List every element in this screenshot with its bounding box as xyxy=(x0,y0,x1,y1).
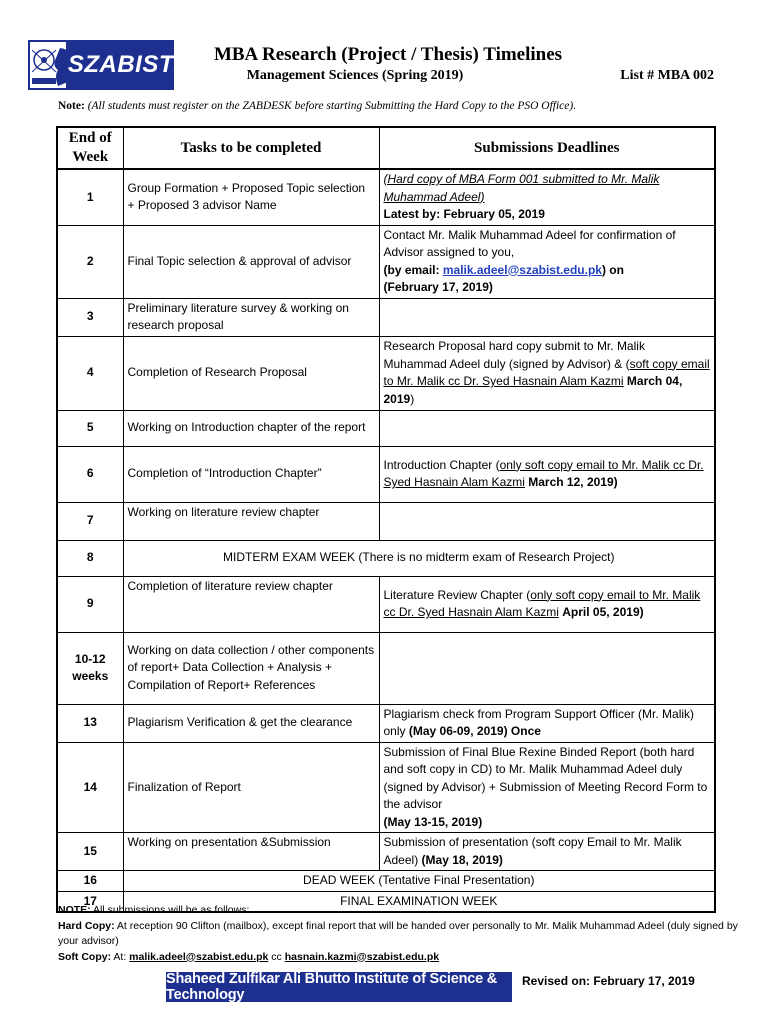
final-exam-cell: FINAL EXAMINATION WEEK xyxy=(123,891,715,912)
deadline-email-suffix: ) on xyxy=(601,262,624,277)
deadline-date: April 05, 2019 xyxy=(562,605,640,619)
deadline-text: Research Proposal hard copy submit to Mr. Malik Muhammad Adeel duly (signed by Advisor) & ( xyxy=(383,339,645,371)
soft-copy-line xyxy=(58,950,738,966)
task-cell: Group Formation + Proposed Topic selection + Proposed 3 advisor Name xyxy=(123,169,379,225)
timeline-table xyxy=(56,126,716,913)
table-row xyxy=(57,446,715,502)
deadline-soft-copy: only soft copy email to Mr. Malik cc Dr. Syed Hasnain Alam Kazmi xyxy=(383,457,704,489)
deadline-text: Plagiarism check from Program Support Officer (Mr. Malik) only xyxy=(383,706,695,738)
table-row xyxy=(57,410,715,446)
week-cell: 6 xyxy=(57,446,123,502)
soft-copy-at: At: xyxy=(111,950,130,963)
task-cell: Working on literature review chapter xyxy=(123,502,379,540)
deadline-cell xyxy=(379,169,715,225)
deadline-cell xyxy=(379,632,715,704)
table-row xyxy=(57,336,715,410)
deadline-text: Introduction Chapter ( xyxy=(383,457,500,472)
page-subtitle: Management Sciences (Spring 2019) xyxy=(246,68,464,83)
deadline-cell xyxy=(379,704,715,742)
note-text: (All students must register on the ZABDESK before starting Submitting the Hard Copy to the PSO Office). xyxy=(87,100,577,112)
founder-portrait-icon xyxy=(28,40,68,90)
task-cell: Completion of literature review chapter xyxy=(123,576,379,632)
hard-copy-line xyxy=(58,919,738,950)
table-row xyxy=(57,742,715,833)
task-cell: Working on data collection / other components of report+ Data Collection + Analysis + Compilation of Report+ References xyxy=(123,632,379,704)
soft-copy-email-1[interactable]: malik.adeel@szabist.edu.pk xyxy=(129,950,269,963)
deadline-cell xyxy=(379,742,715,833)
registration-note xyxy=(58,100,738,112)
deadline-text: Literature Review Chapter ( xyxy=(383,587,531,602)
deadline-date: (May 18, 2019) xyxy=(421,852,503,867)
deadline-date: (May 06-09, 2019) Once xyxy=(408,724,541,738)
table-row xyxy=(57,871,715,892)
header-week: End of Week xyxy=(57,127,123,169)
deadline-text: Submission of presentation (soft copy Email to Mr. Malik Adeel) xyxy=(383,835,682,867)
deadline-date: Latest by: February 05, 2019 xyxy=(383,207,545,221)
deadline-soft-copy: soft copy email to Mr. Malik cc Dr. Syed Hasnain Alam Kazmi xyxy=(383,356,710,388)
notes-label: NOTE: xyxy=(58,904,91,916)
week-cell: 2 xyxy=(57,225,123,298)
institute-banner: Shaheed Zulfikar Ali Bhutto Institute of Science & Technology xyxy=(166,972,512,1002)
table-row xyxy=(57,502,715,540)
week-cell: 14 xyxy=(57,742,123,833)
deadline-cell xyxy=(379,446,715,502)
week-cell: 4 xyxy=(57,336,123,410)
dead-week-cell: DEAD WEEK (Tentative Final Presentation) xyxy=(123,871,715,892)
table-row xyxy=(57,576,715,632)
revised-date: Revised on: February 17, 2019 xyxy=(522,974,695,988)
midterm-cell: MIDTERM EXAM WEEK (There is no midterm exam of Research Project) xyxy=(123,540,715,576)
task-cell: Plagiarism Verification & get the clearance xyxy=(123,704,379,742)
deadline-close: ) xyxy=(639,605,644,619)
hard-copy-text: At reception 90 Clifton (mailbox), except final report that will be handed over personally to Mr. Malik Muhammad Adeel (duly signed by your advisor) xyxy=(58,919,738,947)
week-cell: 16 xyxy=(57,871,123,892)
deadline-date: (May 13-15, 2019) xyxy=(383,814,483,829)
deadline-date: March 12, 2019 xyxy=(528,475,614,489)
szabist-logo xyxy=(28,40,174,90)
deadline-cell xyxy=(379,833,715,871)
header-tasks: Tasks to be completed xyxy=(123,127,379,169)
week-cell: 8 xyxy=(57,540,123,576)
hard-copy-label: Hard Copy: xyxy=(58,919,115,932)
week-cell: 15 xyxy=(57,833,123,871)
deadline-cell xyxy=(379,410,715,446)
deadline-cell xyxy=(379,336,715,410)
header-deadlines: Submissions Deadlines xyxy=(379,127,715,169)
soft-copy-email-2[interactable]: hasnain.kazmi@szabist.edu.pk xyxy=(284,950,440,963)
advisor-email-link[interactable]: malik.adeel@szabist.edu.pk xyxy=(442,262,602,277)
page-title: MBA Research (Project / Thesis) Timelines xyxy=(213,44,563,65)
soft-copy-label: Soft Copy: xyxy=(58,950,112,963)
task-cell: Finalization of Report xyxy=(123,742,379,833)
task-cell: Completion of “Introduction Chapter” xyxy=(123,446,379,502)
notes-text: All submissions will be as follows: xyxy=(90,904,250,916)
deadline-cell xyxy=(379,502,715,540)
deadline-cell xyxy=(379,576,715,632)
deadline-close: ) xyxy=(613,475,618,489)
list-number: List # MBA 002 xyxy=(620,68,714,83)
task-cell: Completion of Research Proposal xyxy=(123,336,379,410)
table-row xyxy=(57,169,715,225)
table-row xyxy=(57,632,715,704)
table-row xyxy=(57,833,715,871)
deadline-email-prefix: (by email: xyxy=(383,262,443,277)
logo-wordmark: SZABIST xyxy=(68,40,174,90)
week-cell: 13 xyxy=(57,704,123,742)
task-cell: Working on presentation &Submission xyxy=(123,833,379,871)
deadline-text: Submission of Final Blue Rexine Binded Report (both hard and soft copy in CD) to Mr. Malik Muhammad Adeel duly (signed by Advisor) + Submission of Meeting Record Form to the advisor xyxy=(383,744,708,811)
deadline-cell xyxy=(379,298,715,336)
week-cell: 5 xyxy=(57,410,123,446)
task-cell: Preliminary literature survey & working on research proposal xyxy=(123,298,379,336)
deadline-soft-copy: only soft copy email to Mr. Malik cc Dr. Syed Hasnain Alam Kazmi xyxy=(383,587,701,619)
deadline-date: (February 17, 2019) xyxy=(383,280,493,294)
table-row xyxy=(57,704,715,742)
table-header-row xyxy=(57,127,715,169)
week-cell: 10-12 weeks xyxy=(57,632,123,704)
week-cell: 3 xyxy=(57,298,123,336)
week-cell: 1 xyxy=(57,169,123,225)
deadline-text: Contact Mr. Malik Muhammad Adeel for confirmation of Advisor assigned to you, xyxy=(383,227,676,259)
week-cell: 17 xyxy=(57,891,123,912)
deadline-text: (Hard copy of MBA Form 001 submitted to Mr. Malik Muhammad Adeel) xyxy=(383,172,660,204)
week-cell: 7 xyxy=(57,502,123,540)
table-row xyxy=(57,540,715,576)
deadline-close: ) xyxy=(410,391,415,406)
note-label: Note: xyxy=(58,100,85,112)
soft-copy-cc: cc xyxy=(268,950,285,963)
task-cell: Final Topic selection & approval of advisor xyxy=(123,225,379,298)
submission-notes xyxy=(58,903,738,965)
deadline-date: March 04, 2019 xyxy=(383,374,683,406)
deadline-cell xyxy=(379,225,715,298)
notes-line xyxy=(58,903,738,919)
table-row xyxy=(57,225,715,298)
week-cell: 9 xyxy=(57,576,123,632)
task-cell: Working on Introduction chapter of the report xyxy=(123,410,379,446)
table-row xyxy=(57,298,715,336)
